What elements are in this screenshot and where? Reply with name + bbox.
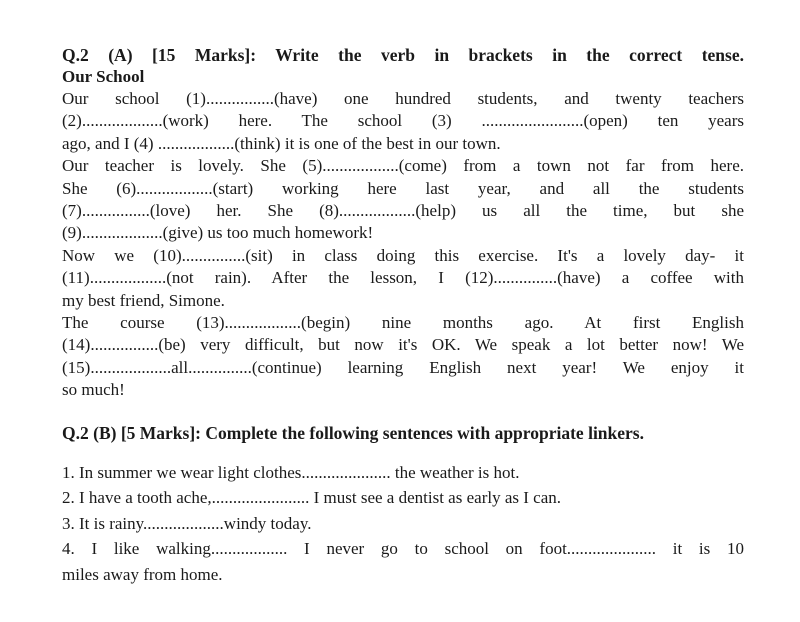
paragraph-line: my best friend, Simone.	[62, 290, 225, 310]
part-a-title: Our School	[62, 67, 145, 86]
sentence: 4. I like walking.................. I never go to school on foot..................... it is 10	[62, 539, 744, 559]
paragraph-line: (2)...................(work) here. The school (3) ........................(open) ten years	[62, 111, 744, 131]
paragraph-line: ago, and I (4) ..................(think) it is one of the best in our town.	[62, 133, 501, 153]
part-a-paragraph	[62, 88, 744, 402]
part-b-sentences	[62, 460, 744, 588]
sentence: miles away from home.	[62, 564, 223, 584]
paragraph-line: (14)................(be) very difficult, but now it's OK. We speak a lot better now! We	[62, 335, 744, 355]
sentence: 2. I have a tooth ache,....................... I must see a dentist as early as I can.	[62, 488, 561, 508]
paragraph-line: Now we (10)...............(sit) in class doing this exercise. It's a lovely day- it	[62, 245, 744, 265]
paragraph-line: The course (13)..................(begin) nine months ago. At first English	[62, 313, 744, 333]
paragraph-line: (9)...................(give) us too much homework!	[62, 223, 374, 243]
paragraph-line: Our teacher is lovely. She (5)..................(come) from a town not far from here.	[62, 156, 744, 176]
paragraph-line: so much!	[62, 380, 125, 400]
part-a-heading: Q.2 (A) [15 Marks]: Write the verb in brackets in the correct tense.	[62, 45, 744, 65]
paragraph-line: (15)...................all...............(continue) learning English next year! We enjoy it	[62, 357, 744, 377]
paragraph-line: She (6)..................(start) working here last year, and all the students	[62, 178, 744, 198]
sentence: 1. In summer we wear light clothes..................... the weather is hot.	[62, 462, 520, 482]
paragraph-line: (11)..................(not rain). After the lesson, I (12)...............(have) a coffee with	[62, 268, 744, 288]
paragraph-line: Our school (1)................(have) one hundred students, and twenty teachers	[62, 89, 744, 108]
part-b-heading: Q.2 (B) [5 Marks]: Complete the following sentences with appropriate linkers.	[62, 422, 644, 443]
paragraph-line: (7)................(love) her. She (8)..................(help) us all the time, but she	[62, 201, 744, 221]
sentence: 3. It is rainy...................windy today.	[62, 513, 312, 533]
worksheet	[62, 44, 744, 587]
